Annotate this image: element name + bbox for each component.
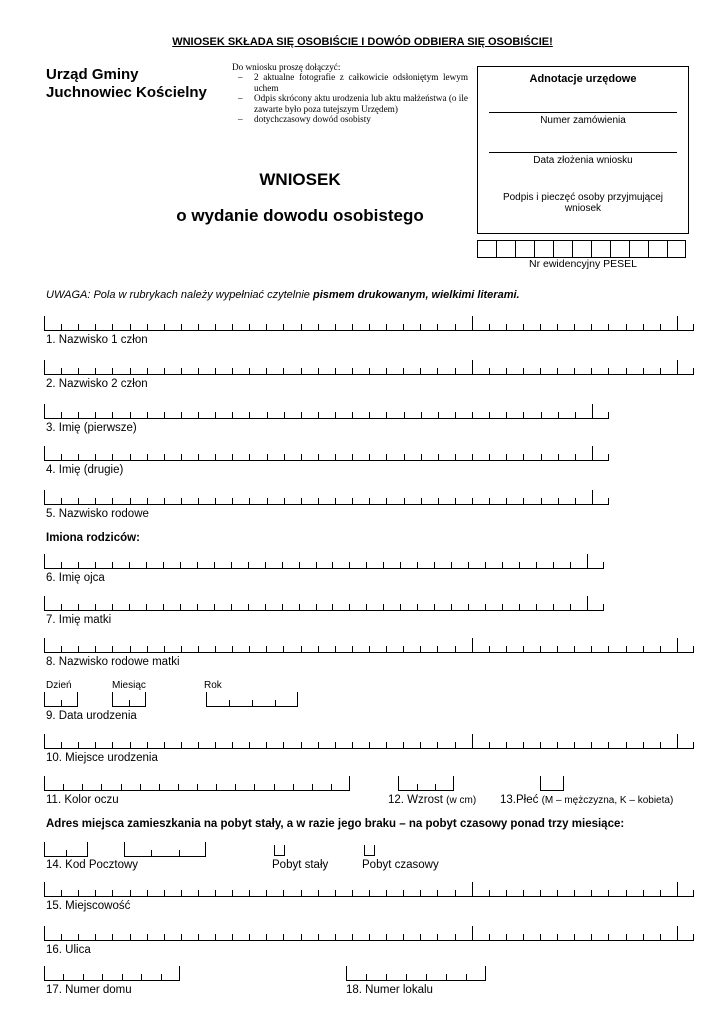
eye-color-field[interactable]: [44, 776, 350, 791]
surname-1-field[interactable]: [44, 316, 694, 331]
submit-date-line[interactable]: [489, 152, 677, 153]
first-name-label: 3. Imię (pierwsze): [46, 422, 137, 434]
attachment-item: – Odpis skrócony aktu urodzenia lub aktu małżeństwa (o ile zawarte było poza tutejszym Urzędem): [232, 93, 468, 114]
postal-code-label: 14. Kod Pocztowy: [46, 859, 139, 871]
father-name-field[interactable]: [44, 554, 604, 569]
header-note: WNIOSEK SKŁADA SIĘ OSOBIŚCIE I DOWÓD ODBIERA SIĘ OSOBIŚCIE!: [172, 36, 553, 48]
form-title: WNIOSEK: [259, 170, 341, 189]
year-label: Rok: [204, 680, 222, 691]
surname-2-field[interactable]: [44, 360, 694, 375]
second-name-field[interactable]: [44, 446, 609, 461]
family-name-label: 5. Nazwisko rodowe: [46, 508, 149, 520]
birth-date-label: 9. Data urodzenia: [46, 710, 137, 722]
postal-code-part1-field[interactable]: [44, 842, 88, 857]
permanent-residence-label: Pobyt stały: [272, 859, 329, 871]
temporary-residence-checkbox[interactable]: [364, 845, 375, 856]
father-name-label: 6. Imię ojca: [46, 572, 105, 584]
birth-day-field[interactable]: [44, 692, 78, 707]
postal-code-part2-field[interactable]: [124, 842, 206, 857]
mother-family-name-label: 8. Nazwisko rodowe matki: [46, 656, 180, 668]
locality-label: 15. Miejscowość: [46, 900, 131, 912]
fill-notice-emphasis: pismem drukowanym, wielkimi literami.: [312, 289, 520, 301]
attachments-note: [232, 62, 468, 124]
office-box-title: Adnotacje urzędowe: [529, 73, 637, 85]
sex-label-text: 13.Płeć: [500, 794, 539, 806]
day-label: Dzień: [46, 680, 72, 691]
mother-family-name-field[interactable]: [44, 638, 694, 653]
height-label-text: 12. Wzrost: [388, 794, 443, 806]
family-name-field[interactable]: [44, 490, 609, 505]
birth-place-label: 10. Miejsce urodzenia: [46, 752, 158, 764]
form-subtitle: o wydanie dowodu osobistego: [176, 206, 424, 225]
parents-heading: Imiona rodziców:: [46, 532, 140, 544]
birth-place-field[interactable]: [44, 734, 694, 749]
birth-month-field[interactable]: [112, 692, 146, 707]
surname-2-label: 2. Nazwisko 2 człon: [46, 378, 148, 390]
month-label: Miesiąc: [112, 680, 146, 691]
first-name-field[interactable]: [44, 404, 609, 419]
order-number-line[interactable]: [489, 112, 677, 113]
mother-name-label: 7. Imię matki: [46, 614, 112, 626]
pesel-label: Nr ewidencyjny PESEL: [529, 258, 637, 270]
height-unit: (w cm): [446, 795, 477, 806]
surname-1-label: 1. Nazwisko 1 człon: [46, 334, 148, 346]
birth-year-field[interactable]: [206, 692, 298, 707]
mother-name-field[interactable]: [44, 596, 604, 611]
office-name: [46, 66, 207, 102]
apartment-number-label: 18. Numer lokalu: [346, 984, 433, 996]
fill-notice: [46, 289, 520, 301]
address-heading: Adres miejsca zamieszkania na pobyt stały, a w razie jego braku – na pobyt czasowy ponad trzy miesiące:: [46, 818, 625, 830]
height-label: [388, 794, 476, 806]
temporary-residence-label: Pobyt czasowy: [362, 859, 439, 871]
attachments-intro: Do wniosku proszę dołączyć:: [232, 62, 341, 72]
attachment-item: – 2 aktualne fotografie z całkowicie odsłoniętym lewym uchem: [232, 72, 468, 93]
office-line-1: Urząd Gminy: [46, 66, 139, 83]
house-number-field[interactable]: [44, 966, 180, 981]
office-line-2: Juchnowiec Kościelny: [46, 84, 207, 101]
attachment-item: – dotychczasowy dowód osobisty: [232, 114, 468, 124]
street-label: 16. Ulica: [46, 944, 91, 956]
sex-field[interactable]: [540, 776, 564, 791]
signature-label: Podpis i pieczęć osoby przyjmującej wniosek: [502, 192, 664, 214]
sex-hint: (M – mężczyzna, K – kobieta): [541, 795, 674, 806]
street-field[interactable]: [44, 926, 694, 941]
pesel-field[interactable]: [477, 240, 686, 258]
fill-notice-text: UWAGA: Pola w rubrykach należy wypełniać czytelnie: [46, 289, 313, 301]
locality-field[interactable]: [44, 882, 694, 897]
second-name-label: 4. Imię (drugie): [46, 464, 124, 476]
house-number-label: 17. Numer domu: [46, 984, 132, 996]
sex-label: [500, 794, 673, 806]
height-field[interactable]: [398, 776, 454, 791]
submit-date-label: Data złożenia wniosku: [533, 155, 633, 166]
apartment-number-field[interactable]: [346, 966, 486, 981]
order-number-label: Numer zamówienia: [540, 115, 626, 126]
permanent-residence-checkbox[interactable]: [274, 845, 285, 856]
eye-color-label: 11. Kolor oczu: [46, 794, 119, 806]
